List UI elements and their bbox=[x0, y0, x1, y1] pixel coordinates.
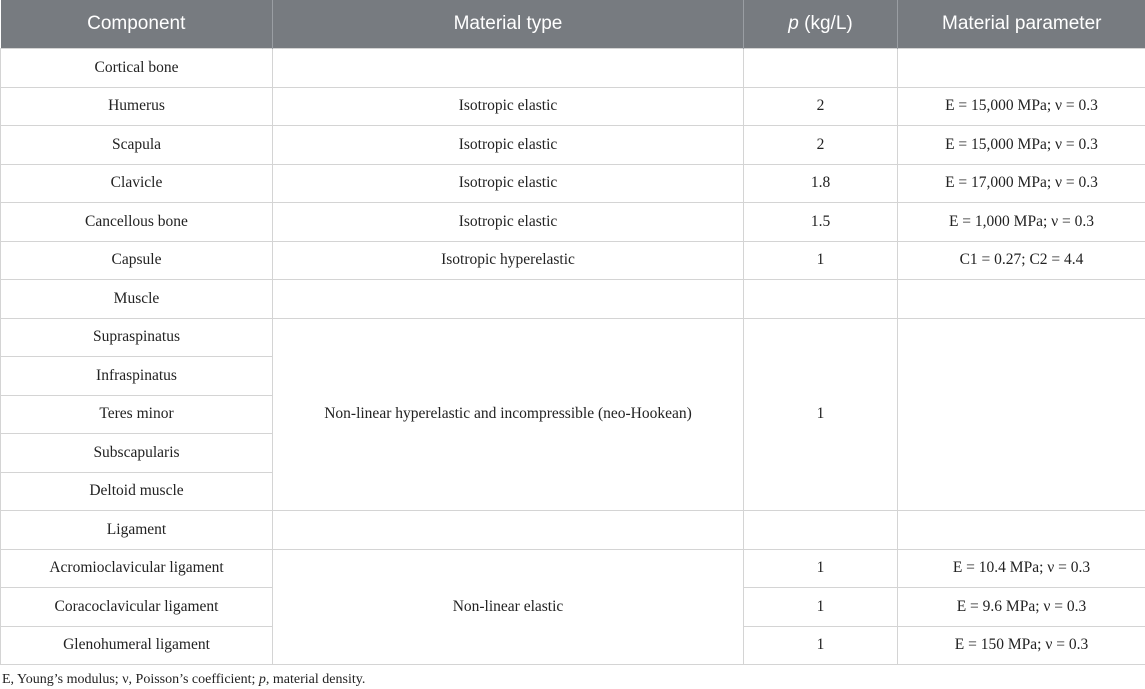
cell-parameter bbox=[898, 49, 1145, 88]
cell-density: 1.5 bbox=[744, 203, 898, 242]
cell-component: Deltoid muscle bbox=[1, 472, 273, 511]
cell-material-type: Isotropic elastic bbox=[273, 87, 744, 126]
cell-density: 1 bbox=[744, 549, 898, 588]
cell-density: 1 bbox=[744, 241, 898, 280]
cell-density: 1 bbox=[744, 626, 898, 665]
cell-material-type: Isotropic elastic bbox=[273, 203, 744, 242]
header-density bbox=[744, 0, 898, 49]
cell-material-type: Isotropic elastic bbox=[273, 164, 744, 203]
cell-parameter bbox=[898, 280, 1145, 319]
cell-material-type bbox=[273, 49, 744, 88]
cell-muscle-density: 1 bbox=[744, 318, 898, 511]
cell-density bbox=[744, 280, 898, 319]
cell-material-type bbox=[273, 511, 744, 550]
table-row bbox=[1, 49, 1145, 88]
cell-parameter: E = 17,000 MPa; ν = 0.3 bbox=[898, 164, 1145, 203]
density-unit: (kg/L) bbox=[804, 13, 853, 34]
cell-density: 2 bbox=[744, 87, 898, 126]
header-material-parameter: Material parameter bbox=[898, 0, 1145, 49]
table-row bbox=[1, 511, 1145, 550]
cell-component: Coracoclavicular ligament bbox=[1, 588, 273, 627]
table-footnote bbox=[2, 673, 365, 687]
cell-density: 1.8 bbox=[744, 164, 898, 203]
cell-parameter: E = 10.4 MPa; ν = 0.3 bbox=[898, 549, 1145, 588]
header-material-type: Material type bbox=[273, 0, 744, 49]
table-row bbox=[1, 280, 1145, 319]
table-row bbox=[1, 203, 1145, 242]
cell-component: Cortical bone bbox=[1, 49, 273, 88]
table-row bbox=[1, 241, 1145, 280]
table-row bbox=[1, 126, 1145, 165]
table-row bbox=[1, 164, 1145, 203]
header-component: Component bbox=[1, 0, 273, 49]
cell-component: Infraspinatus bbox=[1, 357, 273, 396]
cell-component: Capsule bbox=[1, 241, 273, 280]
density-symbol: p bbox=[788, 13, 799, 34]
cell-material-type: Isotropic hyperelastic bbox=[273, 241, 744, 280]
cell-parameter: E = 1,000 MPa; ν = 0.3 bbox=[898, 203, 1145, 242]
footnote-text-2: , material density. bbox=[265, 672, 366, 687]
cell-muscle-parameter bbox=[898, 318, 1145, 511]
cell-component: Muscle bbox=[1, 280, 273, 319]
table-row bbox=[1, 87, 1145, 126]
cell-component: Teres minor bbox=[1, 395, 273, 434]
cell-parameter: E = 15,000 MPa; ν = 0.3 bbox=[898, 126, 1145, 165]
table-row bbox=[1, 318, 1145, 357]
footnote-density-symbol: p bbox=[258, 672, 266, 687]
cell-density: 2 bbox=[744, 126, 898, 165]
cell-component: Ligament bbox=[1, 511, 273, 550]
cell-component: Glenohumeral ligament bbox=[1, 626, 273, 665]
cell-parameter: E = 150 MPa; ν = 0.3 bbox=[898, 626, 1145, 665]
cell-parameter: E = 9.6 MPa; ν = 0.3 bbox=[898, 588, 1145, 627]
cell-component: Acromioclavicular ligament bbox=[1, 549, 273, 588]
cell-component: Scapula bbox=[1, 126, 273, 165]
cell-muscle-material-type: Non-linear hyperelastic and incompressible (neo-Hookean) bbox=[273, 318, 744, 511]
cell-component: Clavicle bbox=[1, 164, 273, 203]
cell-material-type: Isotropic elastic bbox=[273, 126, 744, 165]
cell-parameter: C1 = 0.27; C2 = 4.4 bbox=[898, 241, 1145, 280]
table-row bbox=[1, 549, 1145, 588]
cell-component: Supraspinatus bbox=[1, 318, 273, 357]
cell-component: Cancellous bone bbox=[1, 203, 273, 242]
cell-component: Subscapularis bbox=[1, 434, 273, 473]
cell-material-type bbox=[273, 280, 744, 319]
footnote-text-1: E, Young’s modulus; ν, Poisson’s coefficient; bbox=[2, 672, 259, 687]
cell-component: Humerus bbox=[1, 87, 273, 126]
cell-ligament-material-type: Non-linear elastic bbox=[273, 549, 744, 665]
cell-parameter: E = 15,000 MPa; ν = 0.3 bbox=[898, 87, 1145, 126]
cell-density bbox=[744, 511, 898, 550]
cell-density bbox=[744, 49, 898, 88]
cell-density: 1 bbox=[744, 588, 898, 627]
cell-parameter bbox=[898, 511, 1145, 550]
header-row bbox=[1, 0, 1145, 49]
